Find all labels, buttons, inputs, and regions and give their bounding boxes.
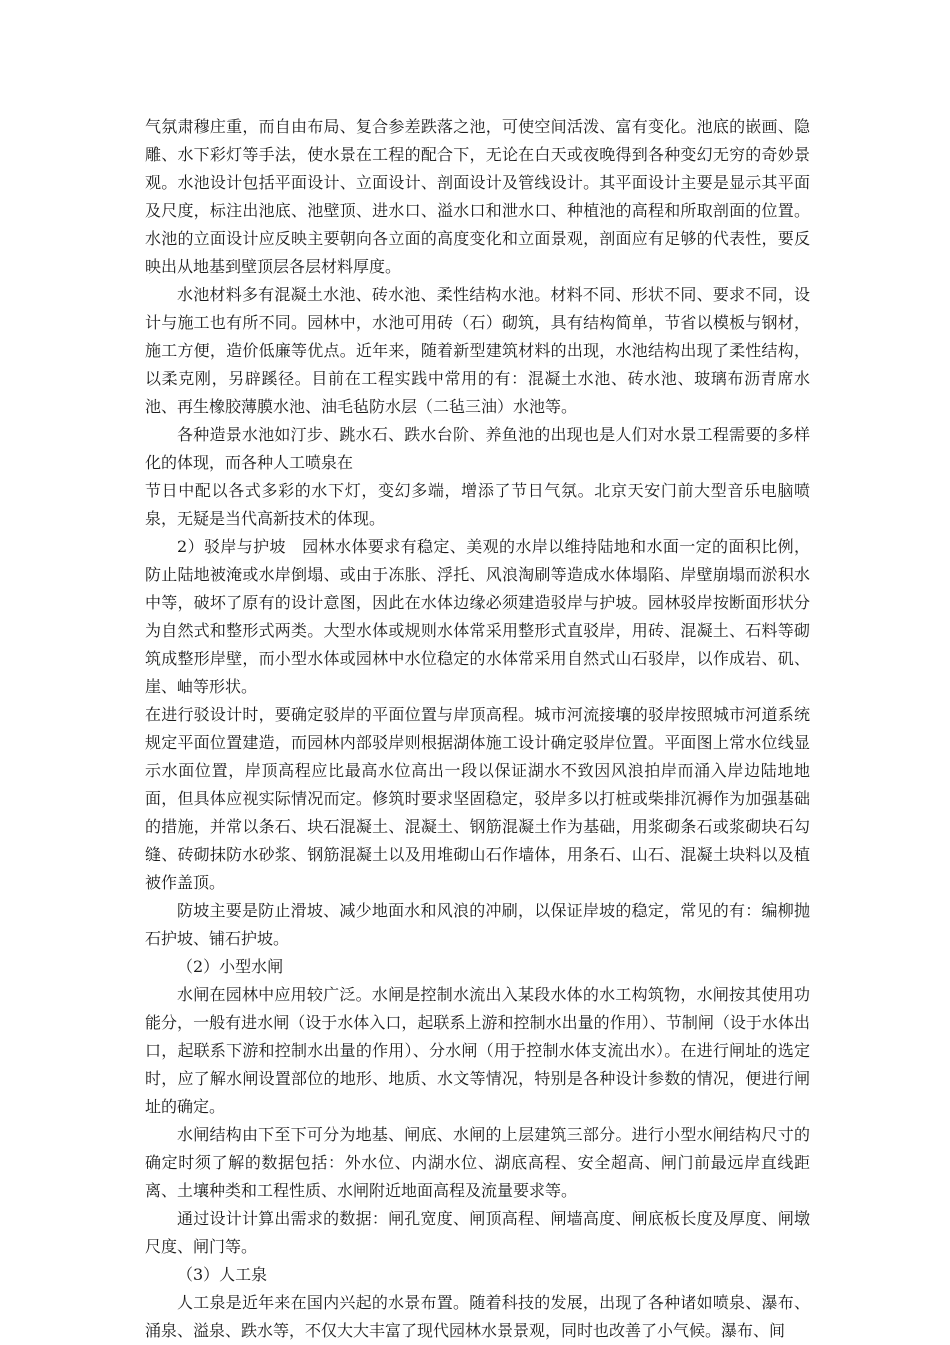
- paragraph-sluice-structure: 水闸结构由下至下可分为地基、闸底、水闸的上层建筑三部分。进行小型水闸结构尺寸的确定时须了解的数据包括：外水位、内湖水位、湖底高程、安全超高、闸门前最远岸直线距离、土壤种类和工程性质、水闸附近地面高程及流量要求等。: [145, 1125, 810, 1200]
- paragraph-fountain-lights: 节日中配以各式多彩的水下灯，变幻多端，增添了节日气氛。北京天安门前大型音乐电脑喷泉，无疑是当代高新技术的体现。: [145, 481, 810, 528]
- document-page: [145, 113, 810, 1345]
- paragraph-pool-materials: 水池材料多有混凝土水池、砖水池、柔性结构水池。材料不同、形状不同、要求不同，设计与施工也有所不同。园林中，水池可用砖（石）砌筑，具有结构简单，节省以模板与钢材，施工方便，造价低廉等优点。近年来，随着新型建筑材料的出现，水池结构出现了柔性结构，以柔克刚，另辟蹊径。目前在工程实践中常用的有：混凝土水池、砖水池、玻璃布沥青席水池、再生橡胶薄膜水池、油毛毡防水层（二毡三油）水池等。: [145, 285, 810, 416]
- paragraph-sluice-function: 水闸在园林中应用较广泛。水闸是控制水流出入某段水体的水工构筑物，水闸按其使用功能分，一般有进水闸（设于水体入口，起联系上游和控制水出量的作用）、节制闸（设于水体出口，起联系下游和控制水出量的作用）、分水闸（用于控制水体支流出水）。在进行闸址的选定时，应了解水闸设置部位的地形、地质、水文等情况，特别是各种设计参数的情况，便进行闸址的确定。: [145, 985, 810, 1116]
- paragraph-artificial-spring: 人工泉是近年来在国内兴起的水景布置。随着科技的发展，出现了各种诸如喷泉、瀑布、涌泉、溢泉、跌水等，不仅大大丰富了现代园林水景景观，同时也改善了小气候。瀑布、间: [145, 1293, 810, 1340]
- paragraph-revetment-design: 在进行驳设计时，要确定驳岸的平面位置与岸顶高程。城市河流接壤的驳岸按照城市河道系统规定平面位置建造，而园林内部驳岸则根据湖体施工设计确定驳岸位置。平面图上常水位线显示水面位置，岸顶高程应比最高水位高出一段以保证湖水不致因风浪拍岸而涌入岸边陆地地面，但具体应视实际情况而定。修筑时要求坚固稳定，驳岸多以打桩或柴排沉褥作为加强基础的措施，并常以条石、块石混凝土、混凝土、钢筋混凝土作为基础，用浆砌条石或浆砌块石勾缝、砖砌抹防水砂浆、钢筋混凝土以及用堆砌山石作墙体，用条石、山石、混凝土块料以及植被作盖顶。: [145, 705, 810, 892]
- paragraph-slope-protection: 防坡主要是防止滑坡、减少地面水和风浪的冲刷，以保证岸坡的稳定，常见的有：编柳抛石护坡、铺石护坡。: [145, 901, 810, 948]
- paragraph-sluice-data: 通过设计计算出需求的数据：闸孔宽度、闸顶高程、闸墙高度、闸底板长度及厚度、闸墩尺度、闸门等。: [145, 1209, 810, 1256]
- heading-artificial-spring: （3）人工泉: [177, 1265, 268, 1284]
- paragraph-pool-design: 气氛肃穆庄重，而自由布局、复合参差跌落之池，可使空间活泼、富有变化。池底的嵌画、隐雕、水下彩灯等手法，使水景在工程的配合下，无论在白天或夜晚得到各种变幻无穷的奇妙景观。水池设计包括平面设计、立面设计、剖面设计及管线设计。其平面设计主要是显示其平面及尺度，标注出池底、池壁顶、进水口、溢水口和泄水口、种植池的高程和所取剖面的位置。水池的立面设计应反映主要朝向各立面的高度变化和立面景观，剖面应有足够的代表性，要反映出从地基到壁顶层各层材料厚度。: [145, 117, 810, 276]
- paragraph-revetment-slope: 2）驳岸与护坡 园林水体要求有稳定、美观的水岸以维持陆地和水面一定的面积比例，防止陆地被淹或水岸倒塌、或由于冻胀、浮托、风浪淘刷等造成水体塌陷、岸壁崩塌而淤积水中等，破坏了原有的设计意图，因此在水体边缘必须建造驳岸与护坡。园林驳岸按断面形状分为自然式和整形式两类。大型水体或规则水体常采用整形式直驳岸，用砖、混凝土、石料等砌筑成整形岸壁，而小型水体或园林中水位稳定的水体常采用自然式山石驳岸，以作成岩、矶、崖、岫等形状。: [145, 537, 810, 696]
- paragraph-landscape-pools: 各种造景水池如汀步、跳水石、跌水台阶、养鱼池的出现也是人们对水景工程需要的多样化的体现，而各种人工喷泉在: [145, 425, 810, 472]
- heading-small-sluice: （2）小型水闸: [177, 957, 284, 976]
